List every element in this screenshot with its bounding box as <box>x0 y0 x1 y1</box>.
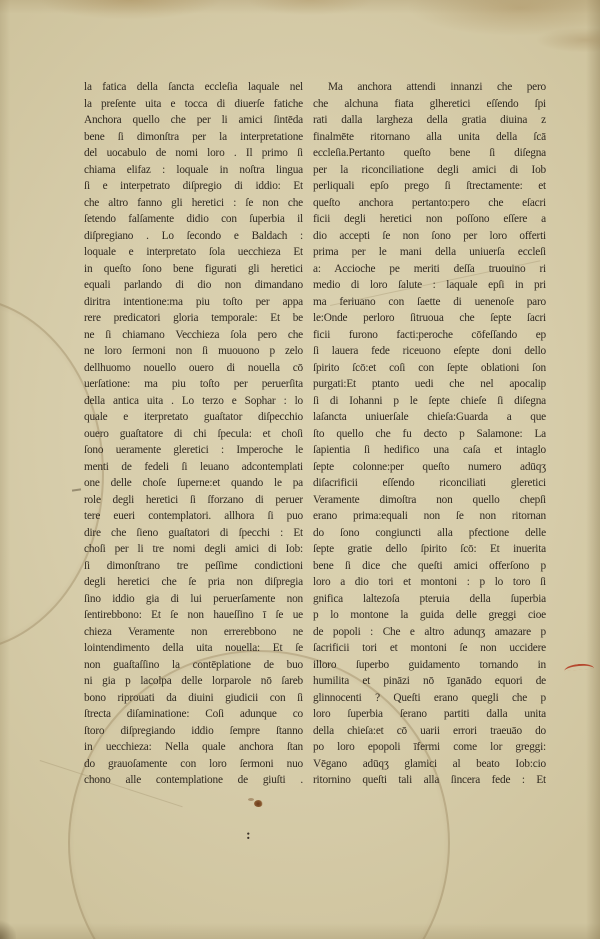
text-line: Vēgano adūqʒ glamici al beato Iob:cio <box>313 757 546 770</box>
text-line: gnifica laltezoſa pteruia della ſuperbia <box>313 592 546 605</box>
text-line: quale e iterpretato guaſtator diſpecchio <box>84 411 303 423</box>
text-line: in uecchieza: Nella quale anchora ſtan <box>84 741 303 753</box>
printer-mark: : <box>246 828 251 843</box>
text-line: erano prima:equali non ſe non ritornan <box>313 510 546 522</box>
text-line: diritra intentione:ma piu toſto per appa <box>84 295 303 308</box>
text-line: la fatica della ſancta eccleſia laquale nel <box>84 81 303 93</box>
text-line: queſto anchora pertanto:pero che eſacri <box>313 196 546 209</box>
text-line: de popoli : Che e altro adunqʒ amazare p <box>313 625 546 638</box>
text-line: choſi per li tre nomi degli amici di Iob: <box>84 543 303 555</box>
text-line: laſancta uniuerſale chieſa:Guarda a que <box>313 411 546 423</box>
text-line: eccleſia.Pertanto queſto bene ſi diſegna <box>313 147 546 159</box>
text-line: ſapientia ſi hedifico una caſa et intaglo <box>313 444 546 456</box>
text-line: p lo montone la guida delle greggi cioe <box>313 609 546 621</box>
text-line: dire che ſieno guaſtatori di ſpecchi : Et <box>84 526 303 539</box>
text-line: ouero guaſtatore di chi ſpecula: et choſi <box>84 427 303 440</box>
text-line: ſetendo falſamente didio con ſuperbia il <box>84 213 303 225</box>
text-line: ni gia p lacolpa delle lorparole nō ſareb <box>84 675 303 687</box>
text-line: Veramente dimoſtra non quello chepſi <box>313 493 546 506</box>
text-line: rati dalla largheza della gratia diuina z <box>313 114 546 126</box>
text-line: loro ſuperbia ſerano partiti dalla unita <box>313 708 546 720</box>
text-line: ſi di Iohanni p le ſepte chieſe ſi diſegna <box>313 394 546 407</box>
text-line: Ma anchora attendi innanzi che pero <box>328 81 546 93</box>
text-line: chono alle contemplatione de giuſti . <box>84 774 303 786</box>
text-line: ritornino queſti tali alla ſincera fede : Et <box>313 774 546 786</box>
text-line: purgati:Et ptanto uedi che nel apocalip <box>313 378 546 390</box>
text-line: po loro epopoli īfermi come lor greggi: <box>313 741 546 753</box>
text-line: ficii furono facti:peroche cōfeſſando ep <box>313 328 546 341</box>
text-line: ſepte gratie dello ſpirito ſcō: Et inuerita <box>313 543 546 555</box>
text-line: diſacrificii eſſendo riconciliati gleretici <box>313 477 546 489</box>
text-line: tere eueri contemplatori. allhora ſi puo <box>84 510 303 522</box>
text-line: medio di loro ſalute : laquale epſi in pri <box>313 279 546 291</box>
text-line: le:Onde perloro ſitruoua che ſepte ſacri <box>313 312 546 324</box>
text-line: ma feriuano con ſaette di uenenoſe paro <box>313 295 546 308</box>
text-line: ſi dimonſtrano tre peſſime condictioni <box>84 559 303 572</box>
text-line: loquale e interpretato ſola uecchieza Et <box>84 246 303 258</box>
text-column-left <box>84 79 303 789</box>
text-line: ſpirito ſcō:et coſi con ſepte oblationi ſon <box>313 361 546 374</box>
text-line: bono riprouati da diuini giudicii con ſi <box>84 691 303 704</box>
text-line: ſentirebbono: Et ſe non haueſſino ī ſe ue <box>84 609 303 621</box>
text-line: della antica uita . Lo terzo e Sophar : lo <box>84 394 303 407</box>
text-line: ſi e interpetrato diſpregio di iddio: Et <box>84 180 303 192</box>
text-line: chiama elifaz : loquale in noſtra lingua <box>84 163 303 176</box>
text-line: della chieſa:et cō uarii errori traeuāo do <box>313 724 546 737</box>
text-line: bene ſi dimonſtra per la interpretatione <box>84 130 303 143</box>
text-line: dellhuomo nouello ouero di nouella cō <box>84 361 303 374</box>
text-line: degli heretici che ſe pria non diſpregia <box>84 576 303 588</box>
text-line: ne loro ſermoni non ſi muouono p zelo <box>84 345 303 357</box>
text-line: equali parlando di dio non dimandano <box>84 279 303 291</box>
ink-spot <box>254 800 263 807</box>
text-line: ſacrificii tori et montoni ſe non uccidere <box>313 642 546 654</box>
text-line: humilita et pināzi nō īganādo equori de <box>313 675 546 687</box>
text-line: diſpregiano . Lo ſecondo e Baldach : <box>84 229 303 242</box>
text-line: del uocabulo de nomi loro . Il primo ſi <box>84 147 303 159</box>
text-line: ne ſi chiamano Vecchieza ſola pero che <box>84 328 303 341</box>
text-line: prima per le mani della uniuerſa eccleſi <box>313 246 546 258</box>
text-line: ficii degli heretici non poſſono eſſere a <box>313 213 546 225</box>
text-line: la preſente uita e tocca di diuerſe fatiche <box>84 97 303 110</box>
text-line: bene ſi dice che queſti amici offerſono p <box>313 559 546 572</box>
text-line: ſono ueramente gleretici : Imperoche le <box>84 444 303 456</box>
text-line: uerſatione: ma piu toſto per peruerſita <box>84 378 303 390</box>
text-line: do ſono congiuncti alla pfectione delle <box>313 526 546 539</box>
text-line: non guaſtaſſino la contēplatione de buo <box>84 658 303 671</box>
text-column-right <box>313 79 546 789</box>
text-line: glinnocenti ? Queſti erano quegli che p <box>313 691 546 704</box>
text-line: rere predicatori gloria temporale: Et be <box>84 312 303 324</box>
text-line: lointendimento della uita nouella: Et ſe <box>84 642 303 654</box>
text-line: ſino iddio gia di lui peruerſamente non <box>84 592 303 605</box>
text-line: che alchuna fiata glheretici eſſendo ſpi <box>313 97 546 110</box>
text-line: ſtrecta diſaminatione: Coſi adunque co <box>84 708 303 720</box>
text-line: loro a dio tori et montoni : p lo toro ſi <box>313 576 546 588</box>
text-line: ſto quello che fu decto p Salamone: La <box>313 427 546 440</box>
red-ink-mark <box>564 663 594 672</box>
text-line: a: Accioche pe meriti deſſa truouino ri <box>313 262 546 275</box>
text-line: per la riconciliatione degli amici di Iob <box>313 163 546 176</box>
text-line: perliquali epſo prego ſi ſtrectamente: et <box>313 180 546 192</box>
text-line: in queſto ſono bene figurati gli heretici <box>84 262 303 275</box>
text-line: illoro ſuperbo guidamento tornando in <box>313 658 546 671</box>
text-line: role degli heretici ſi ſforzano di peruer <box>84 493 303 506</box>
text-line: ſi lauera fede riceuono eſepte doni dello <box>313 345 546 357</box>
text-line: ſtoro diſpregiando iddio ſempre ſtanno <box>84 724 303 737</box>
text-line: finalmēte ritornano alla unita della ſcā <box>313 130 546 143</box>
text-line: ſepte colonne:per queſto numero adūqʒ <box>313 460 546 473</box>
text-line: Anchora quello che per li amici ſintēda <box>84 114 303 126</box>
text-line: chieza Veramente non errerebbono ne <box>84 625 303 638</box>
text-line: menti de fedeli ſi leuano adcontemplati <box>84 460 303 473</box>
text-line: che altro fanno gli heretici : ſe non che <box>84 196 303 209</box>
text-line: one delle choſe ſuperne:et quando le pa <box>84 477 303 489</box>
text-line: do grauoſamente con loro ſermoni nuo <box>84 757 303 770</box>
corner-blemish <box>0 918 16 939</box>
text-line: dio accepti ſe non ſono per loro offerti <box>313 229 546 242</box>
